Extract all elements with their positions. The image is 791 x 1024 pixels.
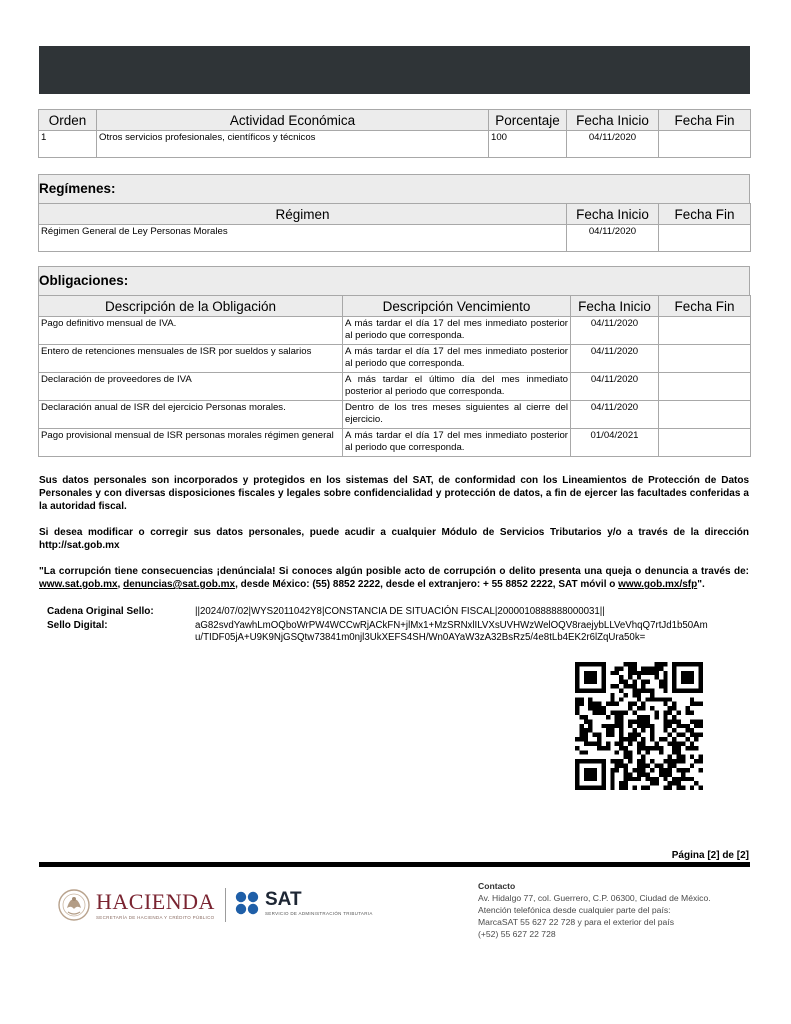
obligaciones-header-row: [39, 296, 751, 317]
contact-line: MarcaSAT 55 627 22 728 y para el exterior del país: [478, 917, 675, 927]
cell-fecha-inicio: 04/11/2020: [571, 345, 659, 373]
contact-block: [478, 880, 711, 940]
cadena-original-value: ||2024/07/02|WYS2011042Y8|CONSTANCIA DE SITUACIÓN FISCAL|2000010888888000031||: [195, 606, 605, 617]
sello-digital-value: aG82svdYawhLmOQboWrPW4WCCwRjACkFN+jlMx1+MzSRNxlILVXsUVHWzWelOQV8raejybLLVeVhqQ7rtJd1b50Amu/TIDF05jA+U9K9NjGSQtw73841m0njl3UkXEFS4SH/Wn0AYaW3zA32BsRz5/4e8tLb4EK2r6lZqUra50k=: [195, 620, 708, 643]
sat-subtitle: SERVICIO DE ADMINISTRACIÓN TRIBUTARIA: [265, 911, 373, 916]
activities-table: [38, 109, 751, 158]
cell-vencimiento: A más tardar el día 17 del mes inmediato posterior al periodo que corresponda.: [343, 345, 571, 373]
cell-orden: 1: [39, 131, 97, 158]
sello-digital-label: Sello Digital:: [47, 620, 108, 631]
corruption-text-b: , desde México: (55) 8852 2222, desde el extranjero: + 55 8852 2222, SAT móvil o: [235, 579, 619, 590]
table-row: [39, 429, 751, 457]
sat-link[interactable]: www.sat.gob.mx: [39, 579, 118, 590]
cell-fecha-inicio: 04/11/2020: [571, 401, 659, 429]
col-fecha-fin: Fecha Fin: [659, 204, 751, 225]
sat-emblem-icon: [234, 890, 260, 916]
cell-fecha-inicio: 04/11/2020: [567, 225, 659, 252]
cell-descripcion: Declaración de proveedores de IVA: [39, 373, 343, 401]
sfp-link[interactable]: www.gob.mx/sfp: [618, 579, 698, 590]
header-bar: [39, 46, 750, 94]
table-row: [39, 131, 751, 158]
cell-fecha-inicio: 04/11/2020: [571, 373, 659, 401]
cell-fecha-fin: [659, 429, 751, 457]
cell-descripcion: Pago provisional mensual de ISR personas morales régimen general: [39, 429, 343, 457]
col-fecha-inicio: Fecha Inicio: [567, 110, 659, 131]
cell-vencimiento: Dentro de los tres meses siguientes al cierre del ejercicio.: [343, 401, 571, 429]
table-row: [39, 373, 751, 401]
privacy-notice: Sus datos personales son incorporados y protegidos en los sistemas del SAT, de conformidad con los Lineamientos de Protección de Datos Personales y con diversas disposiciones fiscales y legales sobre confidencialidad y protección de datos, a fin de ejercer las facultades conferidas a la autoridad fiscal.: [39, 475, 749, 512]
cell-fecha-fin: [659, 373, 751, 401]
cell-fecha-inicio: 04/11/2020: [571, 317, 659, 345]
cell-fecha-fin: [659, 225, 751, 252]
cadena-original-label: Cadena Original Sello:: [47, 606, 154, 617]
activities-header-row: [39, 110, 751, 131]
table-row: [39, 225, 751, 252]
page-number: Página [2] de [2]: [671, 850, 749, 861]
hacienda-subtitle: SECRETARÍA DE HACIENDA Y CRÉDITO PÚBLICO: [96, 914, 215, 920]
qr-code-icon: [575, 662, 703, 790]
cell-actividad: Otros servicios profesionales, científicos y técnicos: [97, 131, 489, 158]
hacienda-logo: [58, 888, 215, 922]
col-porcentaje: Porcentaje: [489, 110, 567, 131]
col-regimen: Régimen: [39, 204, 567, 225]
cell-fecha-fin: [659, 317, 751, 345]
contact-line: Atención telefónica desde cualquier parte del país:: [478, 905, 671, 915]
col-fecha-fin: Fecha Fin: [659, 296, 751, 317]
corruption-text-a: "La corrupción tiene consecuencias ¡denúnciala! Si conoces algún posible acto de corrupción o delito presenta una queja o denuncia a través de:: [39, 566, 749, 577]
denuncias-link[interactable]: denuncias@sat.gob.mx: [123, 579, 236, 590]
eagle-seal-icon: [58, 888, 90, 922]
col-fecha-inicio: Fecha Inicio: [567, 204, 659, 225]
contact-title: Contacto: [478, 881, 516, 891]
cell-fecha-fin: [659, 345, 751, 373]
cell-porcentaje: 100: [489, 131, 567, 158]
cell-regimen: Régimen General de Ley Personas Morales: [39, 225, 567, 252]
sat-wordmark: SAT: [265, 889, 302, 910]
col-actividad: Actividad Económica: [97, 110, 489, 131]
sat-logo: [234, 890, 373, 916]
logo-divider: [225, 888, 226, 922]
regimenes-title: Regímenes:: [39, 181, 116, 196]
cell-vencimiento: A más tardar el último día del mes inmediato posterior al periodo que corresponda.: [343, 373, 571, 401]
table-row: [39, 317, 751, 345]
cell-fecha-inicio: 04/11/2020: [567, 131, 659, 158]
col-fecha-inicio: Fecha Inicio: [571, 296, 659, 317]
col-fecha-fin: Fecha Fin: [659, 110, 751, 131]
cell-vencimiento: A más tardar el día 17 del mes inmediato posterior al periodo que corresponda.: [343, 317, 571, 345]
obligaciones-table: [38, 295, 751, 457]
cell-descripcion: Entero de retenciones mensuales de ISR por sueldos y salarios: [39, 345, 343, 373]
separator: ,: [117, 579, 124, 590]
regimenes-table: [38, 203, 751, 252]
contact-line: Av. Hidalgo 77, col. Guerrero, C.P. 06300, Ciudad de México.: [478, 893, 711, 903]
col-descripcion: Descripción de la Obligación: [39, 296, 343, 317]
cell-descripcion: Declaración anual de ISR del ejercicio Personas morales.: [39, 401, 343, 429]
modify-notice: Si desea modificar o corregir sus datos personales, puede acudir a cualquier Módulo de Servicios Tributarios y/o a través de la dirección http://sat.gob.mx: [39, 527, 749, 551]
obligaciones-title: Obligaciones:: [39, 273, 129, 288]
cell-fecha-inicio: 01/04/2021: [571, 429, 659, 457]
contact-line: (+52) 55 627 22 728: [478, 929, 556, 939]
col-orden: Orden: [39, 110, 97, 131]
table-row: [39, 401, 751, 429]
cell-vencimiento: A más tardar el día 17 del mes inmediato posterior al periodo que corresponda.: [343, 429, 571, 457]
regimenes-header-row: [39, 204, 751, 225]
col-vencimiento: Descripción Vencimiento: [343, 296, 571, 317]
obligaciones-section: [38, 266, 750, 295]
corruption-text-c: ".: [697, 579, 705, 590]
footer-rule: [39, 862, 750, 867]
cell-fecha-fin: [659, 131, 751, 158]
regimenes-section: [38, 174, 750, 203]
hacienda-wordmark: HACIENDA: [96, 888, 215, 914]
table-row: [39, 345, 751, 373]
cell-fecha-fin: [659, 401, 751, 429]
cell-descripcion: Pago definitivo mensual de IVA.: [39, 317, 343, 345]
corruption-notice: [39, 565, 749, 591]
